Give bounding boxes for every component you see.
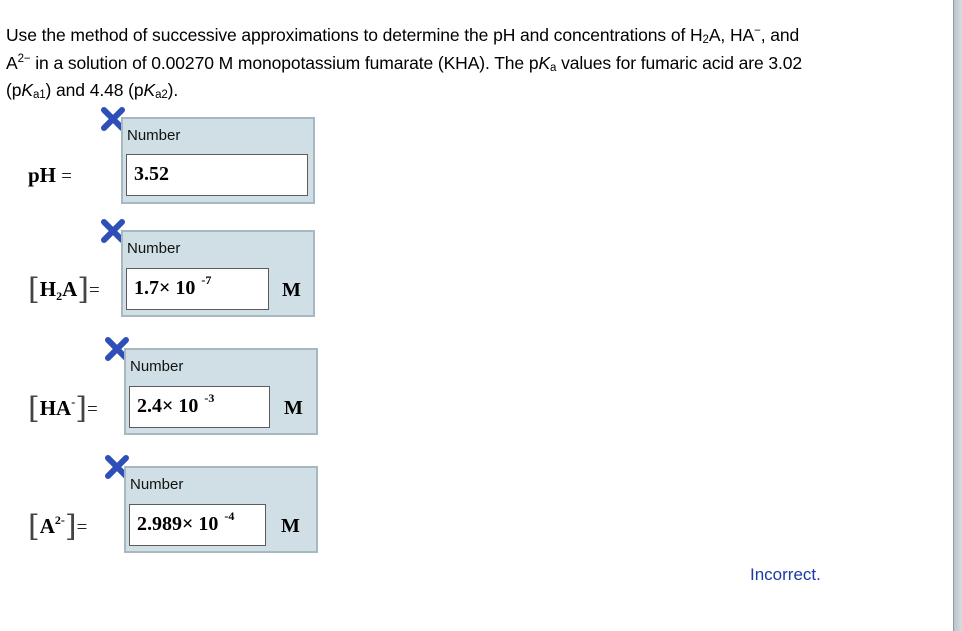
a2-input[interactable]: 2.989× 10 $^{-4}$ xyxy=(129,504,266,546)
ph-input[interactable]: 3.52 xyxy=(126,154,308,196)
ph-answer-box xyxy=(121,117,315,204)
h2a-answer-box xyxy=(121,230,315,317)
ph-label: pH = xyxy=(28,163,72,187)
ha-unit: M xyxy=(284,397,303,419)
a2-label: $[A^{2-}]=$ xyxy=(28,509,88,544)
h2a-unit: M xyxy=(282,279,301,301)
ha-input[interactable]: 2.4× 10 $^{-3}$ xyxy=(129,386,270,428)
a2-box-title: Number xyxy=(130,476,184,493)
question-line-3: $(pK_{a1})$ and 4.48 $(pK_{a2})$. xyxy=(6,80,179,101)
h2a-input[interactable]: 1.7× 10 $^{-7}$ xyxy=(126,268,269,310)
h2a-label: $[H_2A]=$ xyxy=(28,272,100,307)
question-text xyxy=(6,22,906,105)
window-edge-scrollbar xyxy=(953,0,962,631)
h2a-box-title: Number xyxy=(127,240,181,257)
a2-unit: M xyxy=(281,515,300,537)
status-message: Incorrect. xyxy=(750,565,821,584)
question-line-1: Use the method of successive approximations to determine the pH and concentrations of $H_2A$, HA−, and xyxy=(6,25,800,46)
ph-box-title: Number xyxy=(127,127,181,144)
ha-box-title: Number xyxy=(130,358,184,375)
question-line-2: $A^{2-}$ in a solution of 0.00270 M monopotassium fumarate (KHA). The $pK_a$ values for fumaric acid are 3.02 xyxy=(6,52,803,74)
ha-answer-box xyxy=(124,348,318,435)
a2-answer-box xyxy=(124,466,318,553)
ha-label: [HA-]= xyxy=(28,391,98,426)
